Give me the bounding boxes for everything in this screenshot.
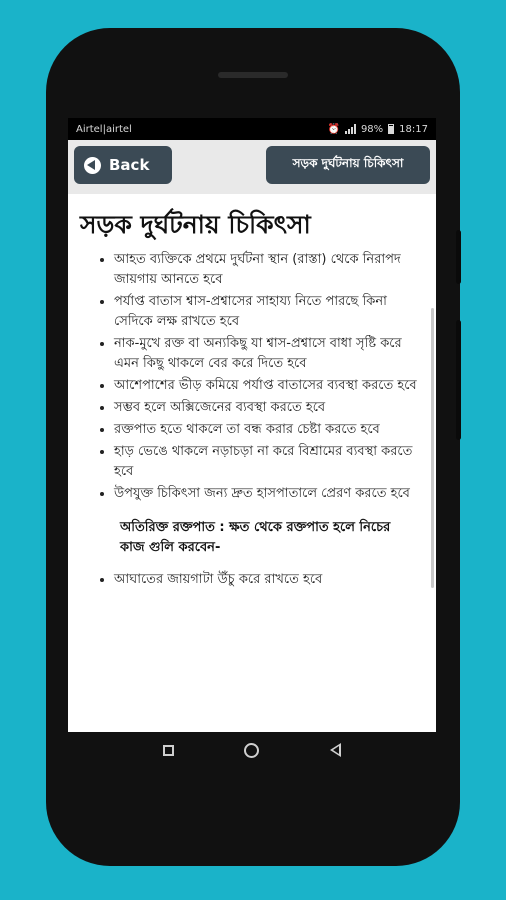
list-item: • আশেপাশের ভীড় কমিয়ে পর্যাপ্ত বাতাসের ব্যবস্থা করতে হবে bbox=[114, 376, 426, 396]
alarm-icon: ⏰ bbox=[327, 123, 340, 135]
first-aid-list bbox=[80, 250, 426, 504]
section-subheading: অতিরিক্ত রক্তপাত : ক্ষত থেকে রক্তপাত হলে নিচের কাজ গুলি করবেন- bbox=[120, 520, 391, 555]
nav-back-icon[interactable] bbox=[330, 743, 341, 757]
battery-percent: 98% bbox=[360, 123, 384, 135]
scrollbar[interactable] bbox=[431, 308, 434, 588]
signal-icon bbox=[345, 124, 356, 134]
list-item: • উপযুক্ত চিকিৎসা জন্য দ্রুত হাসপাতালে প্রেরণ করতে হবে bbox=[114, 484, 426, 504]
system-nav-bar bbox=[68, 732, 436, 768]
title-button[interactable] bbox=[266, 146, 430, 184]
battery-icon bbox=[388, 124, 394, 134]
bleeding-list bbox=[80, 570, 426, 590]
carrier-label: Airtel|airtel bbox=[76, 123, 132, 135]
list-item: • আহত ব্যক্তিকে প্রথমে দুর্ঘটনা স্থান (রাস্তা) থেকে নিরাপদ জায়গায় আনতে হবে bbox=[114, 250, 426, 290]
page-title: সড়ক দুর্ঘটনায় চিকিৎসা bbox=[80, 210, 311, 239]
phone-speaker bbox=[218, 72, 288, 78]
app-toolbar bbox=[68, 140, 436, 194]
back-button[interactable] bbox=[74, 146, 172, 184]
phone-power-button bbox=[456, 320, 461, 440]
article-content[interactable] bbox=[68, 194, 436, 732]
list-item: • রক্তপাত হতে থাকলে তা বন্ধ করার চেষ্টা করতে হবে bbox=[114, 420, 426, 440]
recent-apps-icon[interactable] bbox=[163, 745, 174, 756]
list-item: • সম্ভব হলে অক্সিজেনের ব্যবস্থা করতে হবে bbox=[114, 398, 426, 418]
back-arrow-icon bbox=[84, 157, 101, 174]
title-button-label: সড়ক দুর্ঘটনায় চিকিৎসা bbox=[292, 156, 404, 170]
status-icons bbox=[327, 124, 428, 135]
clock: 18:17 bbox=[399, 123, 428, 135]
status-bar bbox=[68, 118, 436, 140]
list-item: • নাক-মুখে রক্ত বা অন্যকিছু যা শ্বাস-প্রশ্বাসে বাধা সৃষ্টি করে এমন কিছু থাকলে বের করে দিতে হবে bbox=[114, 334, 426, 374]
list-item: • হাড় ভেঙে থাকলে নড়াচড়া না করে বিশ্রামের ব্যবস্থা করতে হবে bbox=[114, 442, 426, 482]
home-icon[interactable] bbox=[244, 743, 259, 758]
phone-volume-button bbox=[456, 230, 461, 284]
list-item: • আঘাতের জায়গাটা উঁচু করে রাখতে হবে bbox=[114, 570, 426, 590]
list-item: • পর্যাপ্ত বাতাস শ্বাস-প্রশ্বাসের সাহায্য নিতে পারছে কিনা সেদিকে লক্ষ রাখতে হবে bbox=[114, 292, 426, 332]
back-button-label: Back bbox=[109, 156, 150, 174]
phone-screen bbox=[68, 118, 436, 732]
